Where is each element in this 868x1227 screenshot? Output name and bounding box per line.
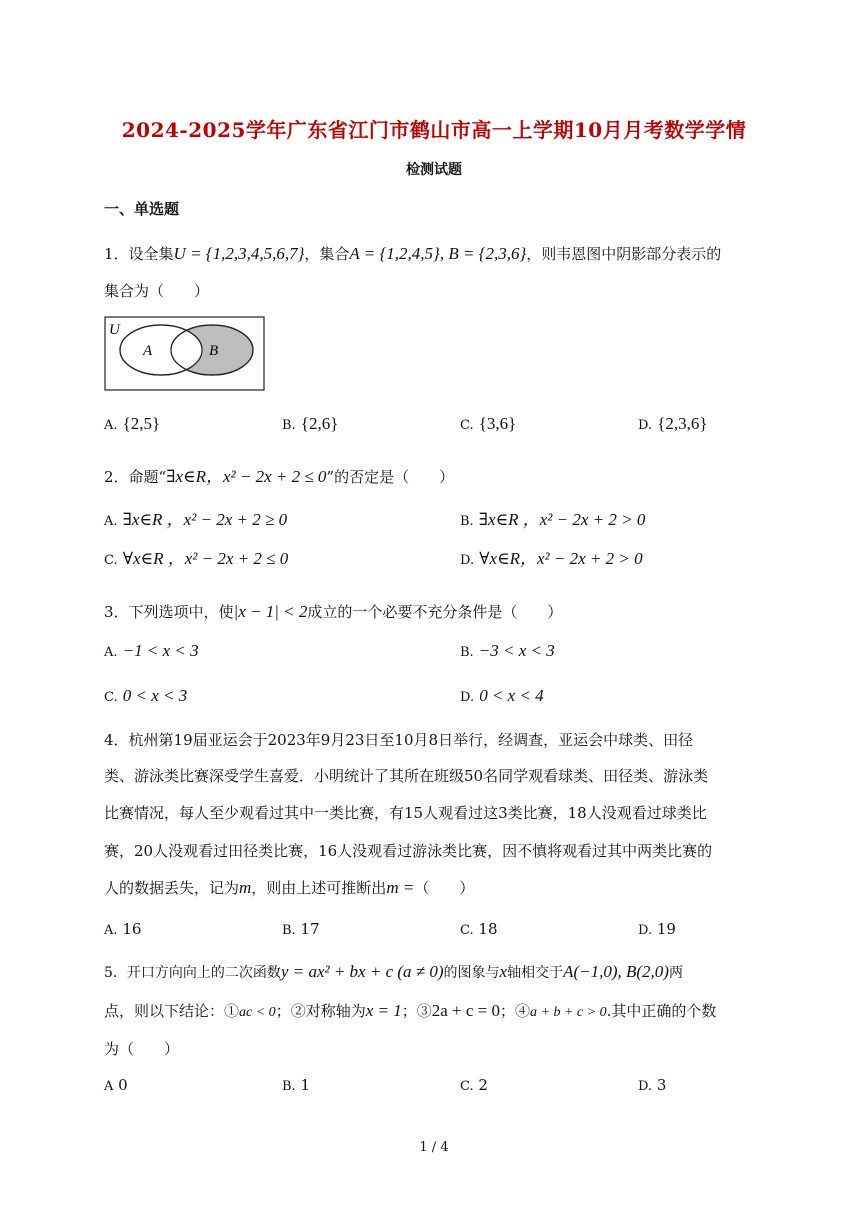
venn-label-b: B [209, 343, 219, 359]
q5-option-b[interactable]: B. 1 [282, 1076, 311, 1094]
q4-line: 类、游泳类比赛深受学生喜爱．小明统计了其所在班级50名同学观看球类、田径类、游泳类 [104, 767, 709, 785]
q4-line: 人的数据丢失，记为m，则由上述可推断出m =（ ） [104, 878, 475, 897]
q3-math: |x − 1| < 2 [233, 602, 308, 621]
q5-option-a[interactable]: A 0 [104, 1076, 128, 1094]
venn-diagram [104, 316, 266, 392]
q1-text: 1．设全集 [104, 245, 174, 263]
q1-option-d[interactable]: D. {2,3,6} [638, 414, 708, 433]
q3-stem: 3．下列选项中，使|x − 1| < 2成立的一个必要不充分条件是（ ） [104, 602, 563, 621]
q1-option-c[interactable]: C. {3,6} [460, 414, 517, 433]
venn-label-a: A [143, 343, 153, 359]
venn-label-u: U [109, 322, 120, 338]
q4-option-a[interactable]: A. 16 [104, 920, 142, 938]
q5-option-c[interactable]: C. 2 [460, 1076, 488, 1094]
page-title: 2024-2025学年广东省江门市鹤山市高一上学期10月月考数学学情 [121, 118, 747, 142]
page-subtitle: 检测试题 [406, 162, 462, 178]
q1-line1 [104, 243, 721, 264]
q5-line2: 点，则以下结论：①ac < 0；②对称轴为x = 1；③2a + c = 0；④a + b + c > 0.其中正确的个数 [104, 1001, 717, 1020]
q4-option-d[interactable]: D. 19 [638, 920, 676, 938]
section-heading: 一、单选题 [104, 200, 180, 218]
q4-option-b[interactable]: B. 17 [282, 920, 320, 938]
q2-stem: 2．命题“∃x∈R，x² − 2x + 2 ≤ 0”的否定是（ ） [104, 467, 455, 486]
q1-universal-set: U = {1,2,3,4,5,6,7} [173, 244, 305, 263]
q1-option-a[interactable]: A. {2,5} [104, 414, 161, 433]
q3-option-c[interactable]: C. 0 < x < 3 [104, 686, 188, 705]
q4-line: 赛，20人没观看过田径类比赛，16人没观看过游泳类比赛，因不慎将观看过其中两类比赛的 [104, 842, 713, 860]
q5-option-d[interactable]: D. 3 [638, 1076, 667, 1094]
q1-text: ，则韦恩图中阴影部分表示的 [526, 245, 722, 263]
q5-line1: 5．开口方向向上的二次函数y = ax² + bx + c (a ≠ 0)的图象与x轴相交于A(−1,0), B(2,0)两 [104, 962, 683, 981]
q1-text: ，集合 [304, 245, 350, 263]
q1-sets: A = {1,2,4,5}, B = {2,3,6} [349, 244, 527, 263]
q2-option-b[interactable]: B. ∃x∈R ，x² − 2x + 2 > 0 [460, 510, 646, 529]
q1-line2: 集合为（ ） [104, 282, 210, 300]
q3-option-d[interactable]: D. 0 < x < 4 [460, 686, 544, 705]
page-number: 1 / 4 [419, 1140, 449, 1155]
q3-option-b[interactable]: B. −3 < x < 3 [460, 641, 555, 660]
q3-option-a[interactable]: A. −1 < x < 3 [104, 641, 199, 660]
q4-line: 比赛情况，每人至少观看过其中一类比赛，有15人观看过这3类比赛，18人没观看过球类比 [104, 804, 707, 822]
q2-option-a[interactable]: A. ∃x∈R ，x² − 2x + 2 ≥ 0 [104, 510, 288, 529]
q4-option-c[interactable]: C. 18 [460, 920, 498, 938]
q2-option-c[interactable]: C. ∀x∈R ，x² − 2x + 2 ≤ 0 [104, 549, 289, 568]
q4-line: 4．杭州第19届亚运会于2023年9月23日至10月8日举行，经调查，亚运会中球类、田径 [104, 731, 694, 749]
q1-option-b[interactable]: B. {2,6} [282, 414, 339, 433]
q2-option-d[interactable]: D. ∀x∈R，x² − 2x + 2 > 0 [460, 549, 643, 568]
q2-math: ∃x∈R，x² − 2x + 2 ≤ 0 [166, 467, 327, 486]
q5-line3: 为（ ） [104, 1040, 180, 1058]
